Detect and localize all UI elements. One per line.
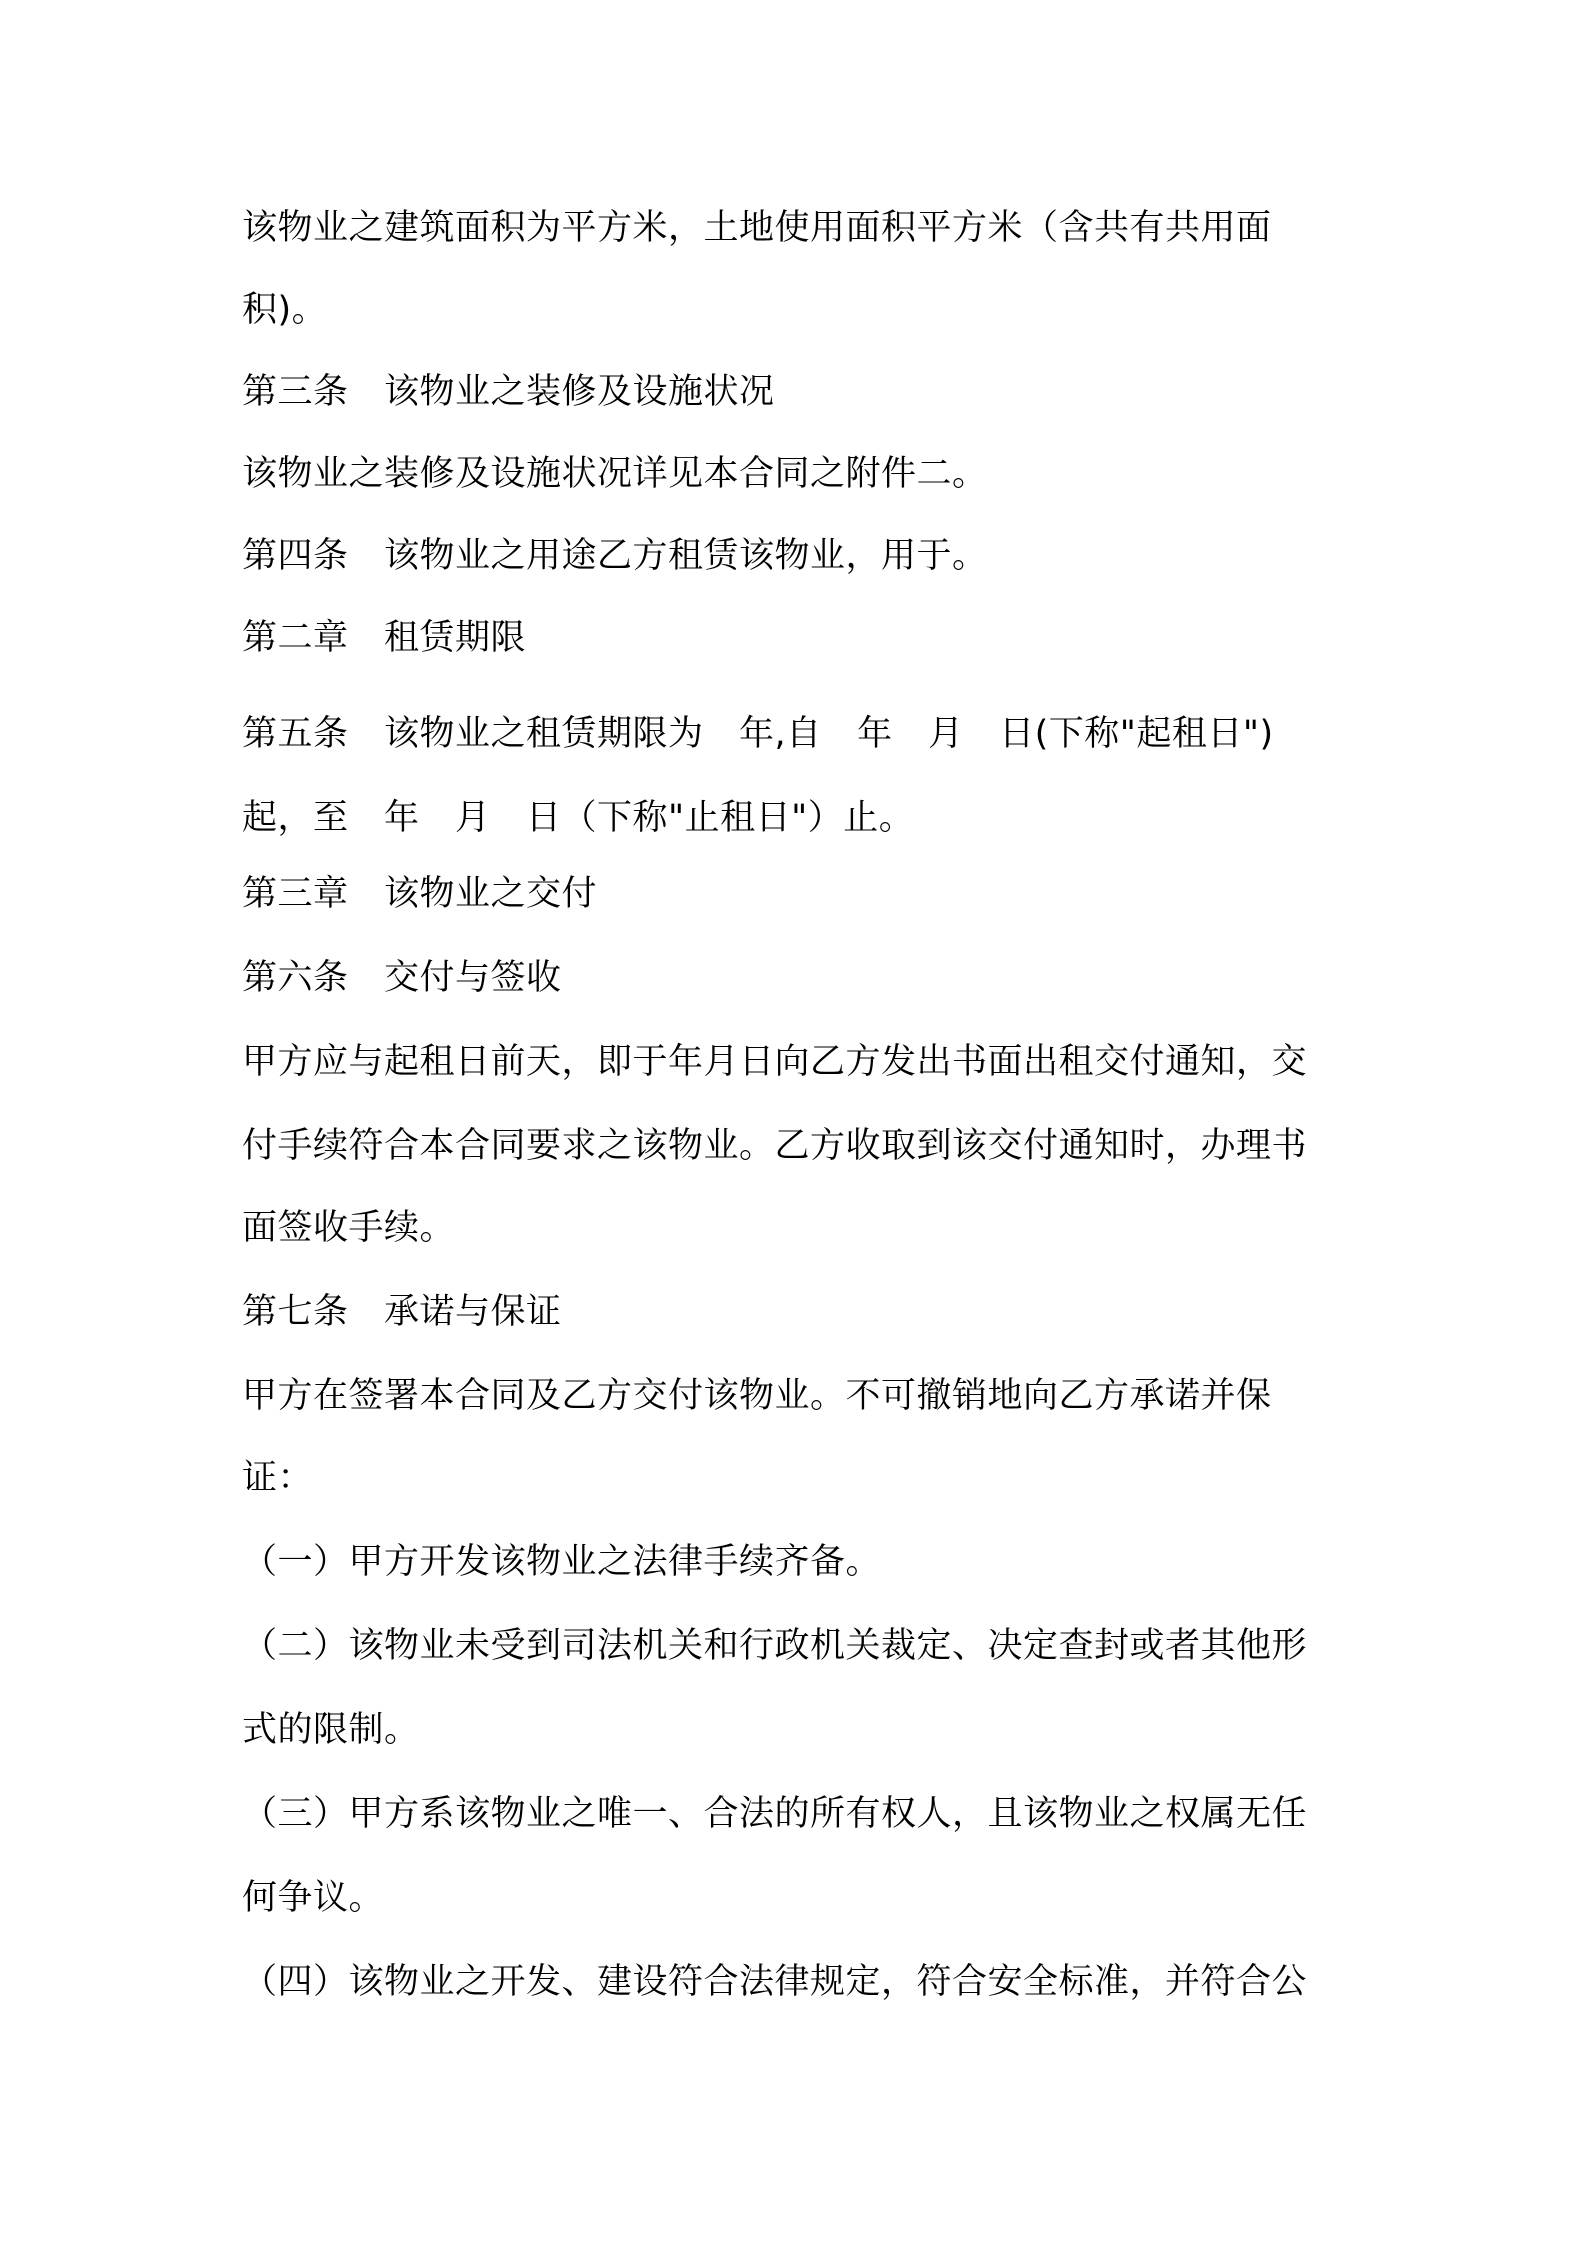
text-line-13: 面签收手续。	[242, 1208, 456, 1248]
clause-1: （一）甲方开发该物业之法律手续齐备。	[242, 1542, 882, 1582]
clause-2-line-1: （二）该物业未受到司法机关和行政机关裁定、决定查封或者其他形	[242, 1626, 1308, 1666]
chapter-2-heading: 第二章 租赁期限	[242, 618, 527, 658]
clause-2-line-2: 式的限制。	[242, 1710, 420, 1750]
article-3-heading: 第三条 该物业之装修及设施状况	[242, 372, 775, 412]
text-line-4: 该物业之装修及设施状况详见本合同之附件二。	[242, 454, 988, 494]
chapter-3-heading: 第三章 该物业之交付	[242, 874, 598, 914]
text-line-15: 甲方在签署本合同及乙方交付该物业。不可撤销地向乙方承诺并保	[242, 1376, 1272, 1416]
clause-3-line-1: （三）甲方系该物业之唯一、合法的所有权人，且该物业之权属无任	[242, 1794, 1308, 1834]
text-line-1: 该物业之建筑面积为平方米，土地使用面积平方米（含共有共用面	[242, 208, 1272, 248]
article-4-heading: 第四条 该物业之用途乙方租赁该物业，用于。	[242, 536, 988, 576]
article-7-heading: 第七条 承诺与保证	[242, 1292, 562, 1332]
article-6-heading: 第六条 交付与签收	[242, 958, 562, 998]
clause-3-line-2: 何争议。	[242, 1878, 385, 1918]
text-line-16: 证：	[242, 1458, 314, 1498]
text-line-12: 付手续符合本合同要求之该物业。乙方收取到该交付通知时，办理书	[242, 1126, 1308, 1166]
article-5-line-2: 起，至 年 月 日（下称"止租日"）止。	[242, 798, 915, 838]
article-5-line-1: 第五条 该物业之租赁期限为 年,自 年 月 日(下称"起租日")	[242, 714, 1274, 754]
clause-4-line-1: （四）该物业之开发、建设符合法律规定，符合安全标准，并符合公	[242, 1962, 1308, 2002]
text-line-2: 积)。	[242, 290, 328, 330]
text-line-11: 甲方应与起租日前天，即于年月日向乙方发出书面出租交付通知，交	[242, 1042, 1308, 1082]
